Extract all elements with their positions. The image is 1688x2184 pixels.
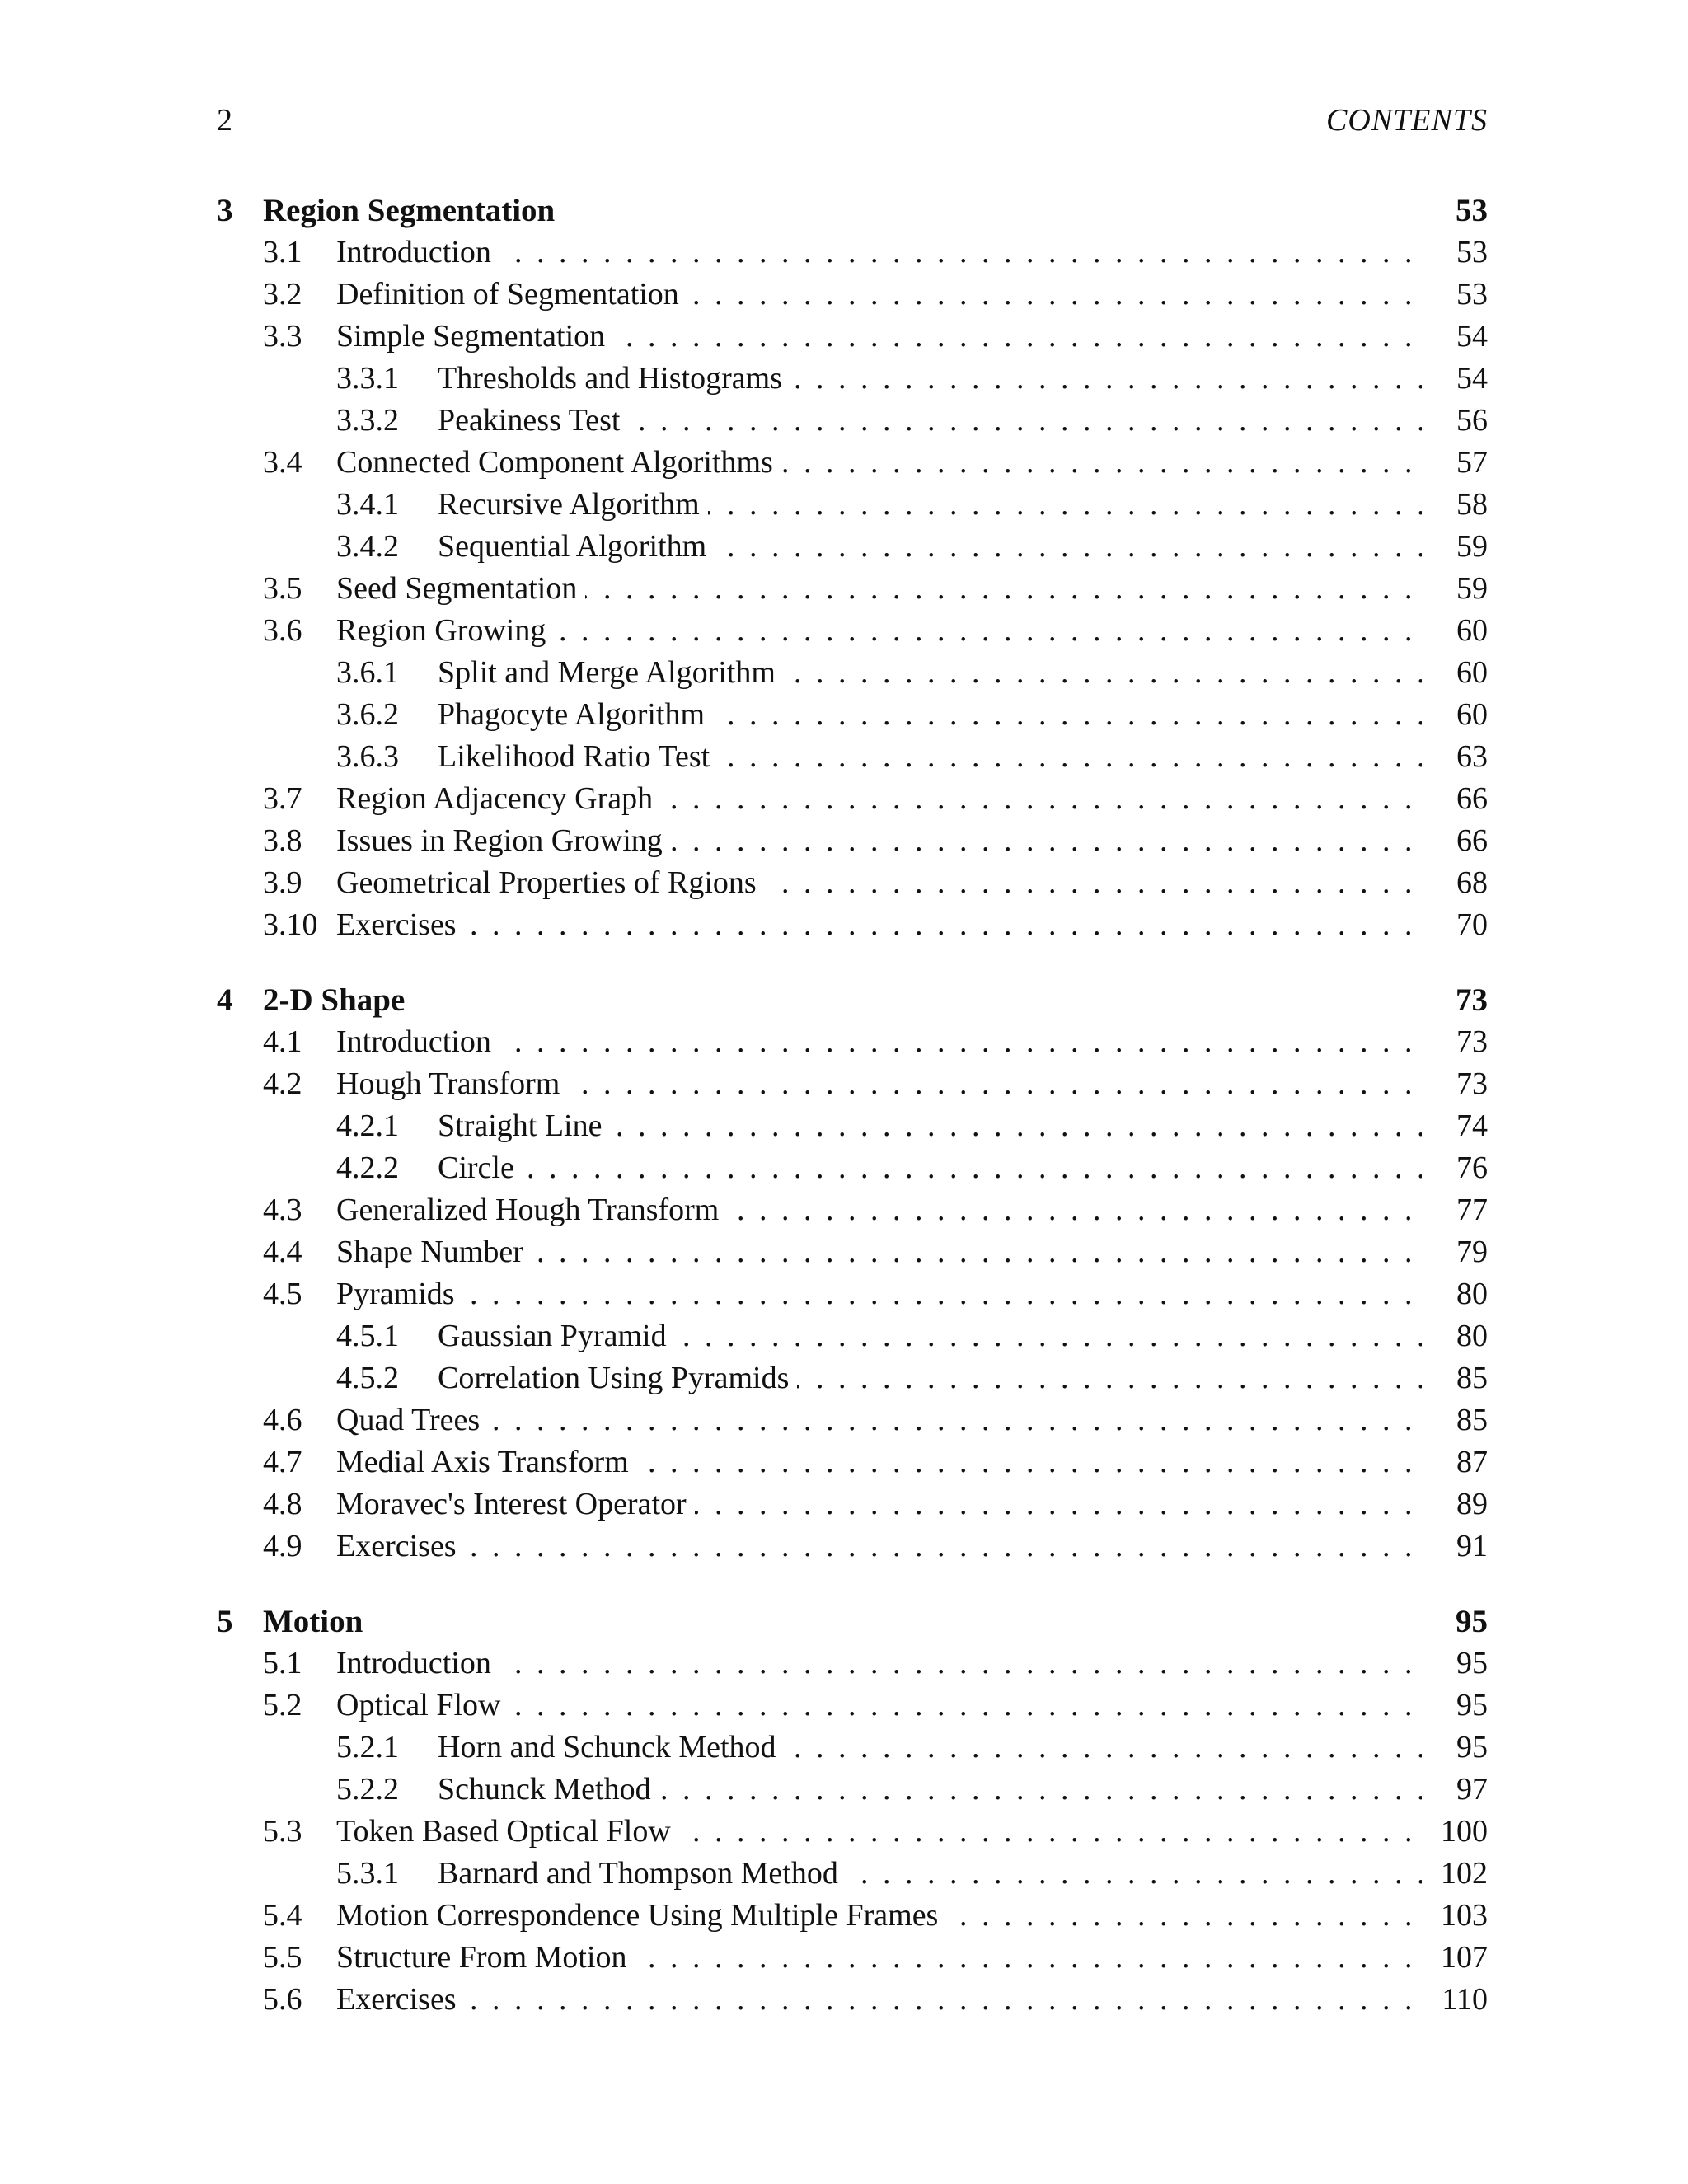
chapter-page-number: 73 <box>1456 982 1488 1018</box>
toc-subsection-entry[interactable] <box>217 400 1488 442</box>
entry-title: Motion Correspondence Using Multiple Frames <box>336 1895 946 1937</box>
entry-title: Moravec's Interest Operator <box>336 1483 695 1526</box>
entry-number: 5.4 <box>263 1898 302 1933</box>
entry-number: 4.9 <box>263 1529 302 1563</box>
toc-section-entry[interactable] <box>217 1979 1488 2021</box>
entry-number: 4.1 <box>263 1024 302 1059</box>
entry-title: Hough Transform <box>336 1063 568 1105</box>
toc-section-entry[interactable] <box>217 1895 1488 1937</box>
toc-section-entry[interactable] <box>217 1441 1488 1483</box>
entry-title: Structure From Motion <box>336 1937 635 1979</box>
entry-page-number: 60 <box>1456 655 1488 690</box>
entry-title: Medial Axis Transform <box>336 1441 637 1483</box>
entry-number: 5.1 <box>263 1646 302 1680</box>
dot-leader <box>438 1147 1422 1189</box>
toc-section-entry[interactable] <box>217 904 1488 946</box>
toc-subsection-entry[interactable] <box>217 1769 1488 1811</box>
entry-number: 4.4 <box>263 1235 302 1269</box>
entry-title: Optical Flow <box>336 1685 509 1727</box>
entry-title: Gaussian Pyramid <box>438 1315 675 1357</box>
toc-section-entry[interactable] <box>217 1643 1488 1685</box>
entry-title: Geometrical Properties of Rgions <box>336 862 765 904</box>
entry-page-number: 73 <box>1456 1066 1488 1101</box>
toc-subsection-entry[interactable] <box>217 1105 1488 1147</box>
entry-page-number: 102 <box>1441 1856 1488 1891</box>
dot-leader <box>336 1526 1422 1568</box>
entry-number: 3.10 <box>263 907 318 942</box>
toc-subsection-entry[interactable] <box>217 358 1488 400</box>
entry-page-number: 76 <box>1456 1151 1488 1185</box>
entry-page-number: 97 <box>1456 1772 1488 1807</box>
entry-title: Region Adjacency Graph <box>336 778 661 820</box>
entry-page-number: 103 <box>1441 1898 1488 1933</box>
entry-number: 3.3.2 <box>336 403 399 438</box>
entry-title: Likelihood Ratio Test <box>438 736 718 778</box>
toc-chapter <box>217 1601 1488 2021</box>
entry-number: 5.2.2 <box>336 1772 399 1807</box>
entry-page-number: 79 <box>1456 1235 1488 1269</box>
toc-chapter-heading[interactable] <box>217 190 1488 232</box>
toc-section-entry[interactable] <box>217 1526 1488 1568</box>
entry-page-number: 73 <box>1456 1024 1488 1059</box>
toc-subsection-entry[interactable] <box>217 1315 1488 1357</box>
entry-page-number: 110 <box>1442 1982 1488 2017</box>
entry-page-number: 60 <box>1456 697 1488 732</box>
dot-leader <box>336 904 1422 946</box>
entry-number: 3.3.1 <box>336 361 399 396</box>
entry-title: Circle <box>438 1147 523 1189</box>
entry-page-number: 95 <box>1456 1730 1488 1765</box>
entry-number: 3.4 <box>263 445 302 480</box>
entry-page-number: 58 <box>1456 487 1488 522</box>
toc-section-entry[interactable] <box>217 1063 1488 1105</box>
entry-number: 4.3 <box>263 1193 302 1227</box>
entry-number: 3.2 <box>263 277 302 312</box>
entry-page-number: 80 <box>1456 1319 1488 1353</box>
entry-title: Generalized Hough Transform <box>336 1189 727 1231</box>
entry-number: 3.4.1 <box>336 487 399 522</box>
entry-number: 3.6.1 <box>336 655 399 690</box>
entry-number: 4.6 <box>263 1403 302 1437</box>
entry-title: Shape Number <box>336 1231 532 1273</box>
entry-number: 4.5.2 <box>336 1361 399 1395</box>
entry-title: Introduction <box>336 1021 499 1063</box>
toc-subsection-entry[interactable] <box>217 736 1488 778</box>
entry-title: Region Growing <box>336 610 554 652</box>
entry-title: Connected Component Algorithms <box>336 442 781 484</box>
entry-title: Thresholds and Histograms <box>438 358 790 400</box>
toc-subsection-entry[interactable] <box>217 1147 1488 1189</box>
chapter-title: 2-D Shape <box>263 979 413 1021</box>
entry-page-number: 53 <box>1456 235 1488 269</box>
entry-title: Peakiness Test <box>438 400 628 442</box>
entry-page-number: 53 <box>1456 277 1488 312</box>
entry-title: Phagocyte Algorithm <box>438 694 713 736</box>
toc-section-entry[interactable] <box>217 274 1488 316</box>
entry-title: Pyramids <box>336 1273 463 1315</box>
entry-title: Horn and Schunck Method <box>438 1727 785 1769</box>
entry-number: 5.5 <box>263 1940 302 1975</box>
chapter-page-number: 95 <box>1456 1604 1488 1639</box>
entry-number: 5.3 <box>263 1814 302 1849</box>
entry-title: Barnard and Thompson Method <box>438 1853 846 1895</box>
dot-leader <box>336 1399 1422 1441</box>
toc-section-entry[interactable] <box>217 1685 1488 1727</box>
entry-page-number: 85 <box>1456 1361 1488 1395</box>
entry-page-number: 54 <box>1456 319 1488 354</box>
toc-section-entry[interactable] <box>217 1811 1488 1853</box>
entry-number: 3.1 <box>263 235 302 269</box>
entry-number: 3.6.3 <box>336 739 399 774</box>
toc-section-entry[interactable] <box>217 568 1488 610</box>
toc-subsection-entry[interactable] <box>217 1727 1488 1769</box>
entry-number: 4.2.2 <box>336 1151 399 1185</box>
entry-page-number: 59 <box>1456 529 1488 564</box>
entry-title: Introduction <box>336 232 499 274</box>
chapter-number: 4 <box>217 982 233 1018</box>
toc-section-entry[interactable] <box>217 820 1488 862</box>
entry-title: Exercises <box>336 904 465 946</box>
entry-number: 3.6.2 <box>336 697 399 732</box>
entry-number: 4.5 <box>263 1277 302 1311</box>
toc-subsection-entry[interactable] <box>217 694 1488 736</box>
toc-section-entry[interactable] <box>217 1273 1488 1315</box>
entry-title: Correlation Using Pyramids <box>438 1357 797 1399</box>
toc-chapter-heading[interactable] <box>217 979 1488 1021</box>
chapter-number: 5 <box>217 1604 233 1639</box>
entry-page-number: 56 <box>1456 403 1488 438</box>
entry-number: 3.9 <box>263 865 302 900</box>
entry-page-number: 89 <box>1456 1487 1488 1521</box>
entry-title: Exercises <box>336 1526 465 1568</box>
entry-page-number: 66 <box>1456 823 1488 858</box>
entry-page-number: 66 <box>1456 781 1488 816</box>
toc-section-entry[interactable] <box>217 316 1488 358</box>
toc-section-entry[interactable] <box>217 442 1488 484</box>
entry-page-number: 85 <box>1456 1403 1488 1437</box>
entry-title: Sequential Algorithm <box>438 526 715 568</box>
entry-page-number: 54 <box>1456 361 1488 396</box>
entry-number: 4.8 <box>263 1487 302 1521</box>
toc-subsection-entry[interactable] <box>217 1357 1488 1399</box>
entry-page-number: 77 <box>1456 1193 1488 1227</box>
dot-leader <box>336 1273 1422 1315</box>
entry-title: Definition of Segmentation <box>336 274 687 316</box>
running-head: CONTENTS <box>1326 103 1488 138</box>
toc-section-entry[interactable] <box>217 1399 1488 1441</box>
entry-title: Exercises <box>336 1979 465 2021</box>
entry-title: Introduction <box>336 1643 499 1685</box>
entry-page-number: 74 <box>1456 1108 1488 1143</box>
entry-number: 4.2.1 <box>336 1108 399 1143</box>
entry-page-number: 91 <box>1456 1529 1488 1563</box>
entry-page-number: 60 <box>1456 613 1488 648</box>
entry-number: 4.7 <box>263 1445 302 1479</box>
chapter-page-number: 53 <box>1456 193 1488 228</box>
toc-chapter-heading[interactable] <box>217 1601 1488 1643</box>
entry-number: 3.3 <box>263 319 302 354</box>
entry-page-number: 63 <box>1456 739 1488 774</box>
toc-section-entry[interactable] <box>217 1483 1488 1526</box>
entry-number: 3.4.2 <box>336 529 399 564</box>
toc-chapter <box>217 979 1488 1568</box>
toc-chapter <box>217 190 1488 946</box>
entry-number: 5.2.1 <box>336 1730 399 1765</box>
toc-section-entry[interactable] <box>217 1231 1488 1273</box>
entry-page-number: 95 <box>1456 1688 1488 1722</box>
entry-title: Recursive Algorithm <box>438 484 708 526</box>
entry-number: 3.8 <box>263 823 302 858</box>
entry-number: 3.5 <box>263 571 302 606</box>
entry-page-number: 80 <box>1456 1277 1488 1311</box>
entry-title: Split and Merge Algorithm <box>438 652 784 694</box>
entry-number: 4.2 <box>263 1066 302 1101</box>
entry-title: Seed Segmentation <box>336 568 585 610</box>
toc-subsection-entry[interactable] <box>217 484 1488 526</box>
toc-subsection-entry[interactable] <box>217 1853 1488 1895</box>
entry-page-number: 95 <box>1456 1646 1488 1680</box>
entry-page-number: 57 <box>1456 445 1488 480</box>
entry-title: Issues in Region Growing <box>336 820 671 862</box>
entry-page-number: 70 <box>1456 907 1488 942</box>
toc-section-entry[interactable] <box>217 1189 1488 1231</box>
entry-page-number: 87 <box>1456 1445 1488 1479</box>
entry-title: Schunck Method <box>438 1769 659 1811</box>
entry-title: Straight Line <box>438 1105 610 1147</box>
chapter-title: Motion <box>263 1601 371 1643</box>
toc-subsection-entry[interactable] <box>217 652 1488 694</box>
toc-section-entry[interactable] <box>217 862 1488 904</box>
toc-section-entry[interactable] <box>217 610 1488 652</box>
entry-page-number: 59 <box>1456 571 1488 606</box>
entry-title: Quad Trees <box>336 1399 488 1441</box>
toc-section-entry[interactable] <box>217 1937 1488 1979</box>
entry-number: 5.6 <box>263 1982 302 2017</box>
entry-number: 3.7 <box>263 781 302 816</box>
entry-number: 5.3.1 <box>336 1856 399 1891</box>
page-header <box>217 102 1488 142</box>
dot-leader <box>336 1979 1422 2021</box>
toc-subsection-entry[interactable] <box>217 526 1488 568</box>
page-number: 2 <box>217 103 232 138</box>
entry-number: 4.5.1 <box>336 1319 399 1353</box>
chapter-number: 3 <box>217 193 233 228</box>
entry-page-number: 68 <box>1456 865 1488 900</box>
entry-title: Simple Segmentation <box>336 316 613 358</box>
entry-title: Token Based Optical Flow <box>336 1811 679 1853</box>
entry-number: 3.6 <box>263 613 302 648</box>
chapter-title: Region Segmentation <box>263 190 563 232</box>
toc-section-entry[interactable] <box>217 778 1488 820</box>
toc-section-entry[interactable] <box>217 1021 1488 1063</box>
entry-page-number: 100 <box>1441 1814 1488 1849</box>
table-of-contents <box>217 190 1488 2054</box>
toc-section-entry[interactable] <box>217 232 1488 274</box>
entry-number: 5.2 <box>263 1688 302 1722</box>
entry-page-number: 107 <box>1441 1940 1488 1975</box>
